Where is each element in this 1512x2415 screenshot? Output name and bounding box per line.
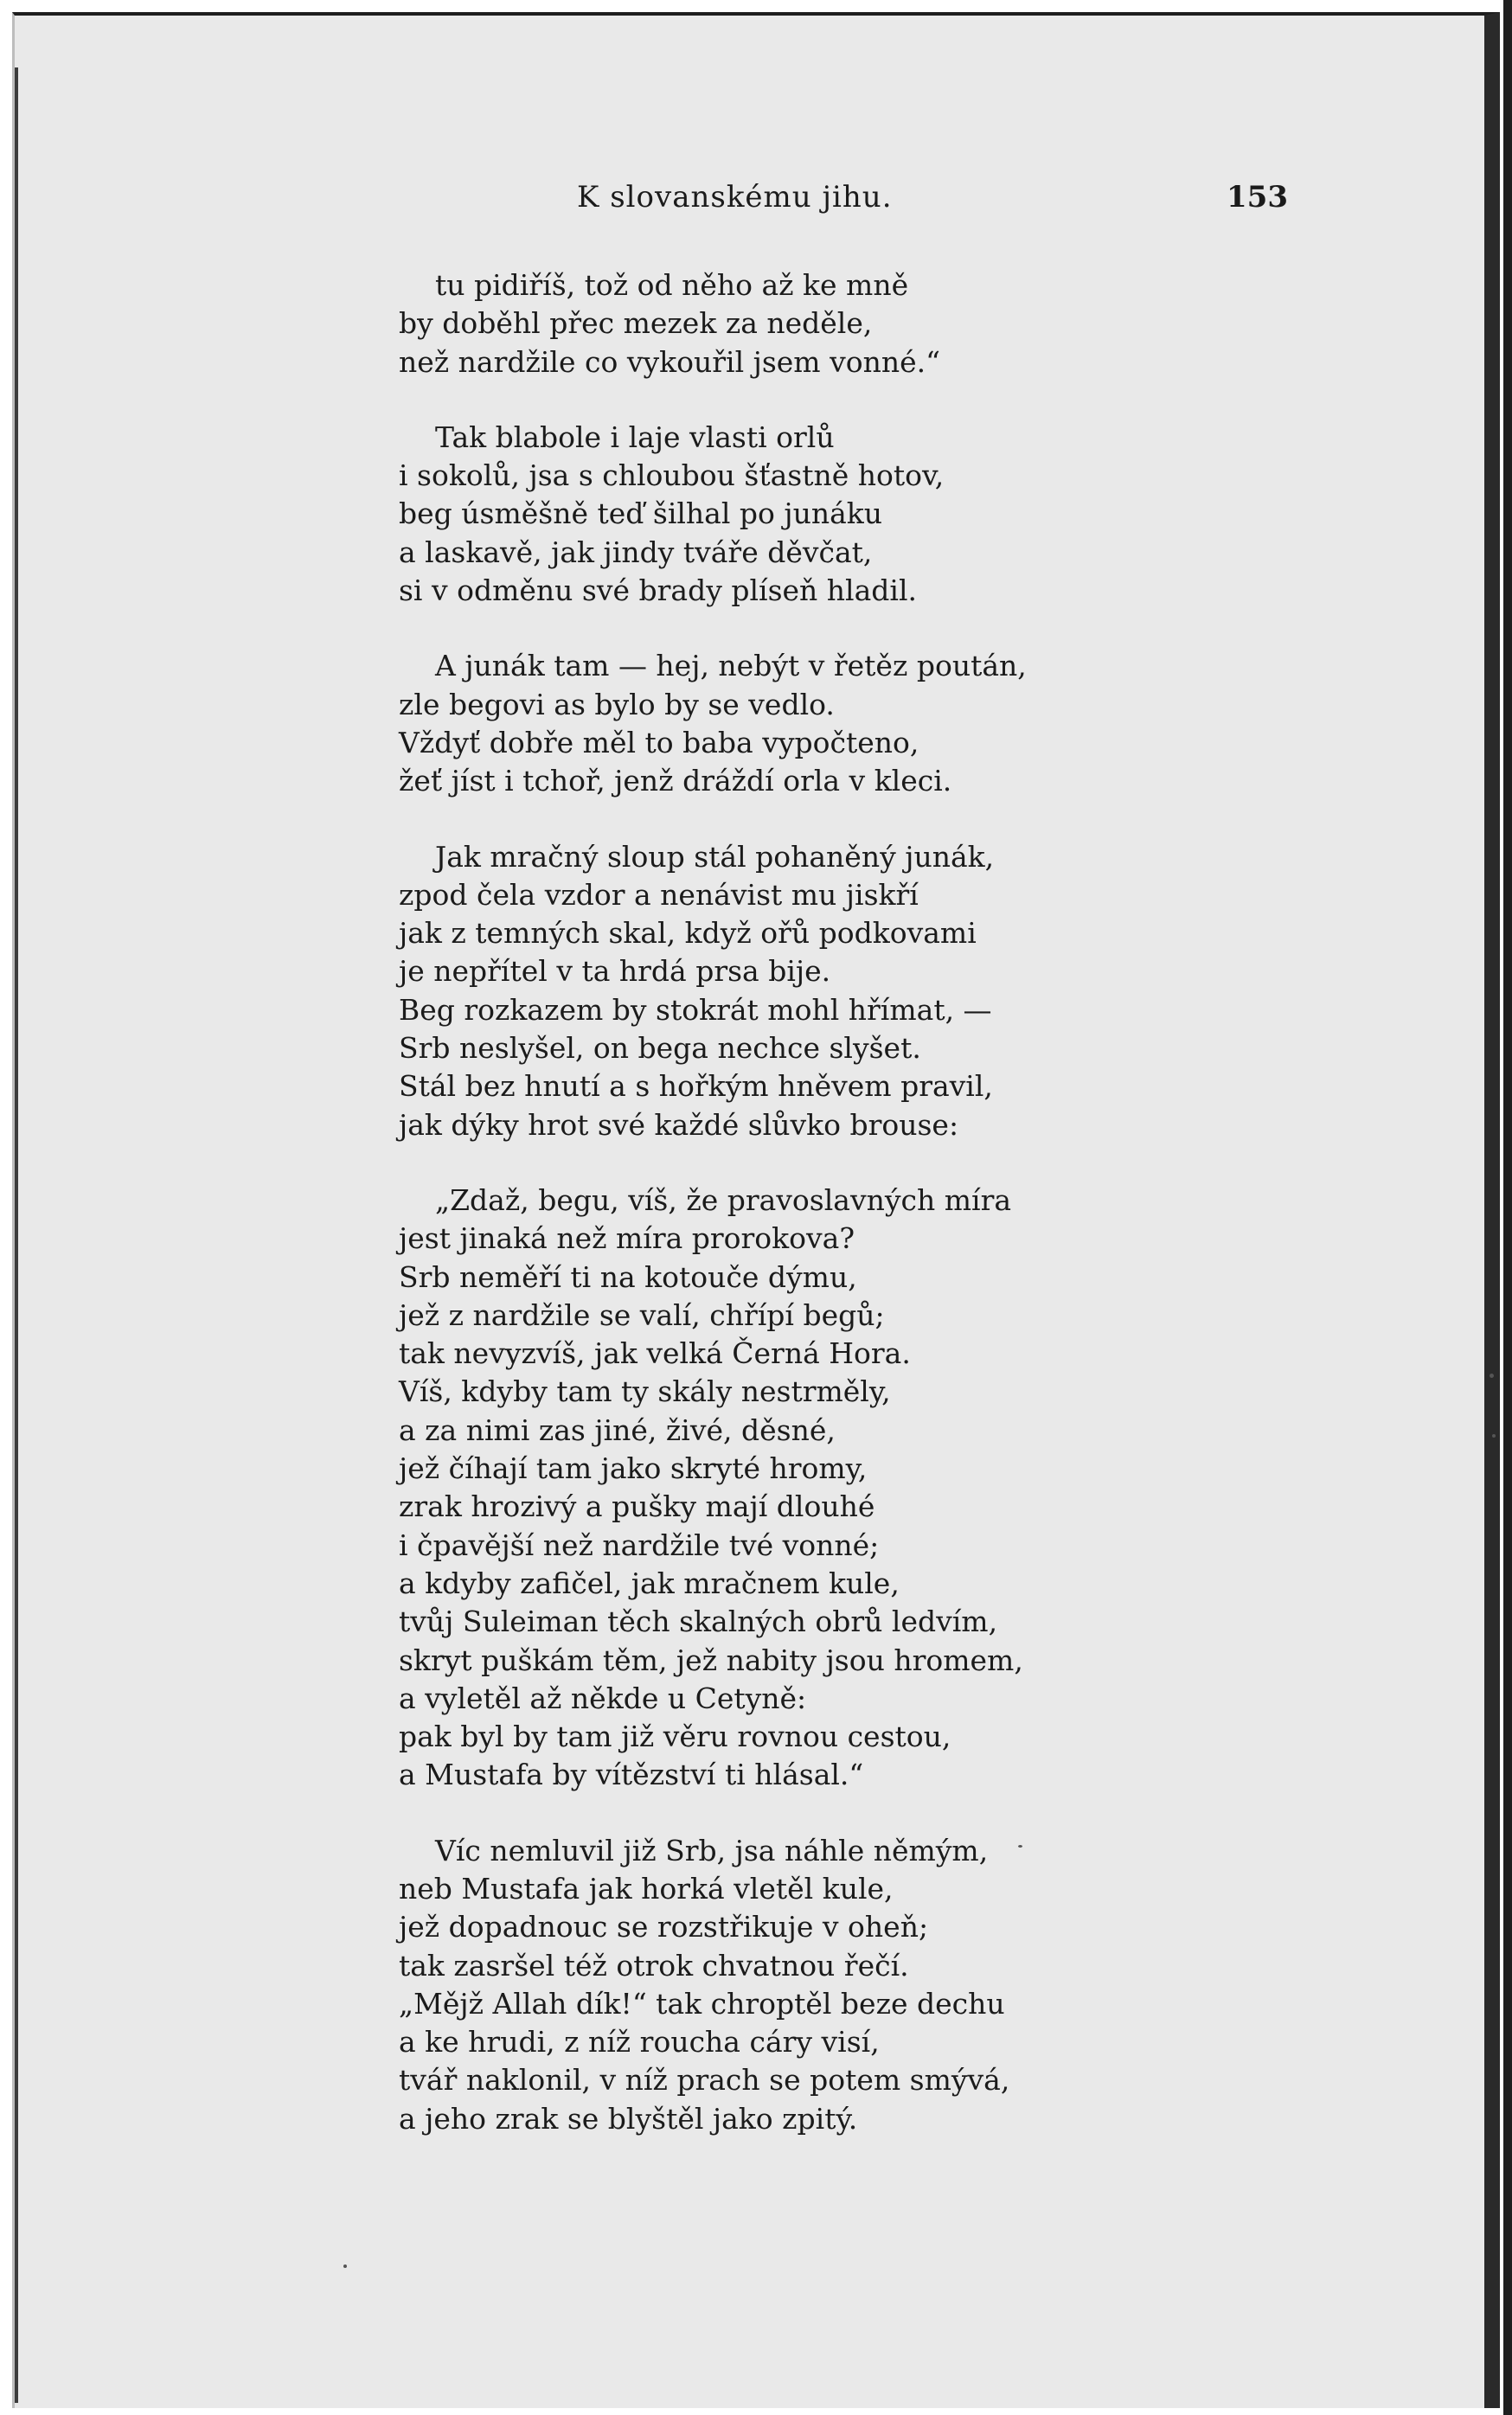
poem-line: by doběhl přec mezek za neděle, [399, 306, 873, 341]
poem-line: a jeho zrak se blyštěl jako zpitý. [399, 2101, 858, 2136]
poem-line: tak nevyzvíš, jak velká Černá Hora. [399, 1336, 911, 1371]
poem-line: pak byl by tam již věru rovnou cestou, [399, 1720, 951, 1754]
poem-line: a Mustafa by vítězství ti hlásal.“ [399, 1758, 864, 1792]
poem-line: „Mějž Allah dík!“ tak chroptěl beze dechu [399, 1986, 1005, 2021]
poem-line: Víš, kdyby tam ty skály nestrměly, [399, 1374, 891, 1409]
poem-line: A junák tam — hej, nebýt v řetěz poután, [435, 649, 1027, 683]
poem-line: Tak blabole i laje vlasti orlů [435, 420, 835, 454]
stanza [399, 1832, 1316, 2138]
stanza [399, 838, 1316, 1144]
poem-line: jest jinaká než míra prorokova? [399, 1221, 855, 1256]
poem-line: Stál bez hnutí a s hořkým hněvem pravil, [399, 1069, 993, 1104]
poem-line: Víc nemluvil již Srb, jsa náhle němým, [435, 1833, 989, 1867]
poem-line: zle begovi as bylo by se vedlo. [399, 687, 835, 721]
page-binding-shadow [1503, 0, 1512, 2415]
running-title: K slovanskému jihu. [577, 180, 893, 215]
poem-line: jež z nardžile se valí, chřípí begů; [399, 1297, 885, 1332]
poem-line: jak z temných skal, když ořů podkovami [399, 916, 977, 951]
poem-line: Beg rozkazem by stokrát mohl hřímat, — [399, 992, 992, 1027]
poem-line: tvář naklonil, v níž prach se potem smývá, [399, 2063, 1010, 2098]
poem-line: neb Mustafa jak horká vletěl kule, [399, 1871, 894, 1906]
poem-line: Srb neměří ti na kotouče dýmu, [399, 1259, 857, 1294]
poem-line: a vyletěl až někde u Cetyně: [399, 1681, 807, 1715]
page-number: 153 [1227, 180, 1288, 215]
poem-line: jež číhají tam jako skryté hromy, [399, 1451, 868, 1486]
paper-speck [343, 2264, 347, 2268]
poem-line: žeť jíst i tchoř, jenž dráždí orla v kleci. [399, 764, 952, 798]
poem-line: zpod čela vzdor a nenávist mu jiskří [399, 877, 919, 912]
stanza [399, 266, 1316, 381]
poem-line: si v odměnu své brady plíseň hladil. [399, 573, 917, 608]
poem-line: je nepřítel v ta hrdá prsa bije. [399, 954, 831, 989]
poem-line: jak dýky hrot své každé slůvko brouse: [399, 1107, 959, 1142]
poem-line: tu pidiříš, tož od něho až ke mně [435, 268, 909, 302]
poem-line: než nardžile co vykouřil jsem vonné.“ [399, 344, 941, 379]
poem-body [399, 266, 1316, 2175]
stanza [399, 419, 1316, 610]
poem-line: a laskavě, jak jindy tváře děvčat, [399, 535, 873, 569]
poem-line: zrak hrozivý a pušky mají dlouhé [399, 1489, 875, 1524]
paper-speck [1490, 1374, 1494, 1378]
poem-line: beg úsměšně teď šilhal po junáku [399, 496, 883, 531]
poem-line: i sokolů, jsa s chloubou šťastně hotov, [399, 458, 945, 493]
poem-line: Srb neslyšel, on bega nechce slyšet. [399, 1031, 921, 1066]
poem-line: skryt puškám těm, jež nabity jsou hromem, [399, 1643, 1023, 1677]
poem-line: Vždyť dobře měl to baba vypočteno, [399, 725, 919, 759]
poem-line: Jak mračný sloup stál pohaněný junák, [435, 839, 995, 874]
poem-line: „Zdaž, begu, víš, že pravoslavných míra [435, 1182, 1012, 1217]
poem-line: i čpavější než nardžile tvé vonné; [399, 1528, 880, 1562]
poem-line: a za nimi zas jiné, živé, děsné, [399, 1412, 836, 1447]
poem-line: a ke hrudi, z níž roucha cáry visí, [399, 2025, 880, 2059]
poem-line: tak zasršel též otrok chvatnou řečí. [399, 1948, 909, 1983]
paper-speck [1018, 1845, 1022, 1848]
poem-line: tvůj Suleiman těch skalných obrů ledvím, [399, 1605, 998, 1639]
page-header [577, 180, 1288, 223]
book-page [12, 12, 1500, 2408]
stanza [399, 647, 1316, 800]
paper-speck [1492, 1434, 1496, 1438]
page-left-edge [15, 67, 18, 2403]
stanza [399, 1182, 1316, 1795]
poem-line: jež dopadnouc se rozstřikuje v oheň; [399, 1910, 929, 1944]
poem-line: a kdyby zafičel, jak mračnem kule, [399, 1566, 900, 1600]
